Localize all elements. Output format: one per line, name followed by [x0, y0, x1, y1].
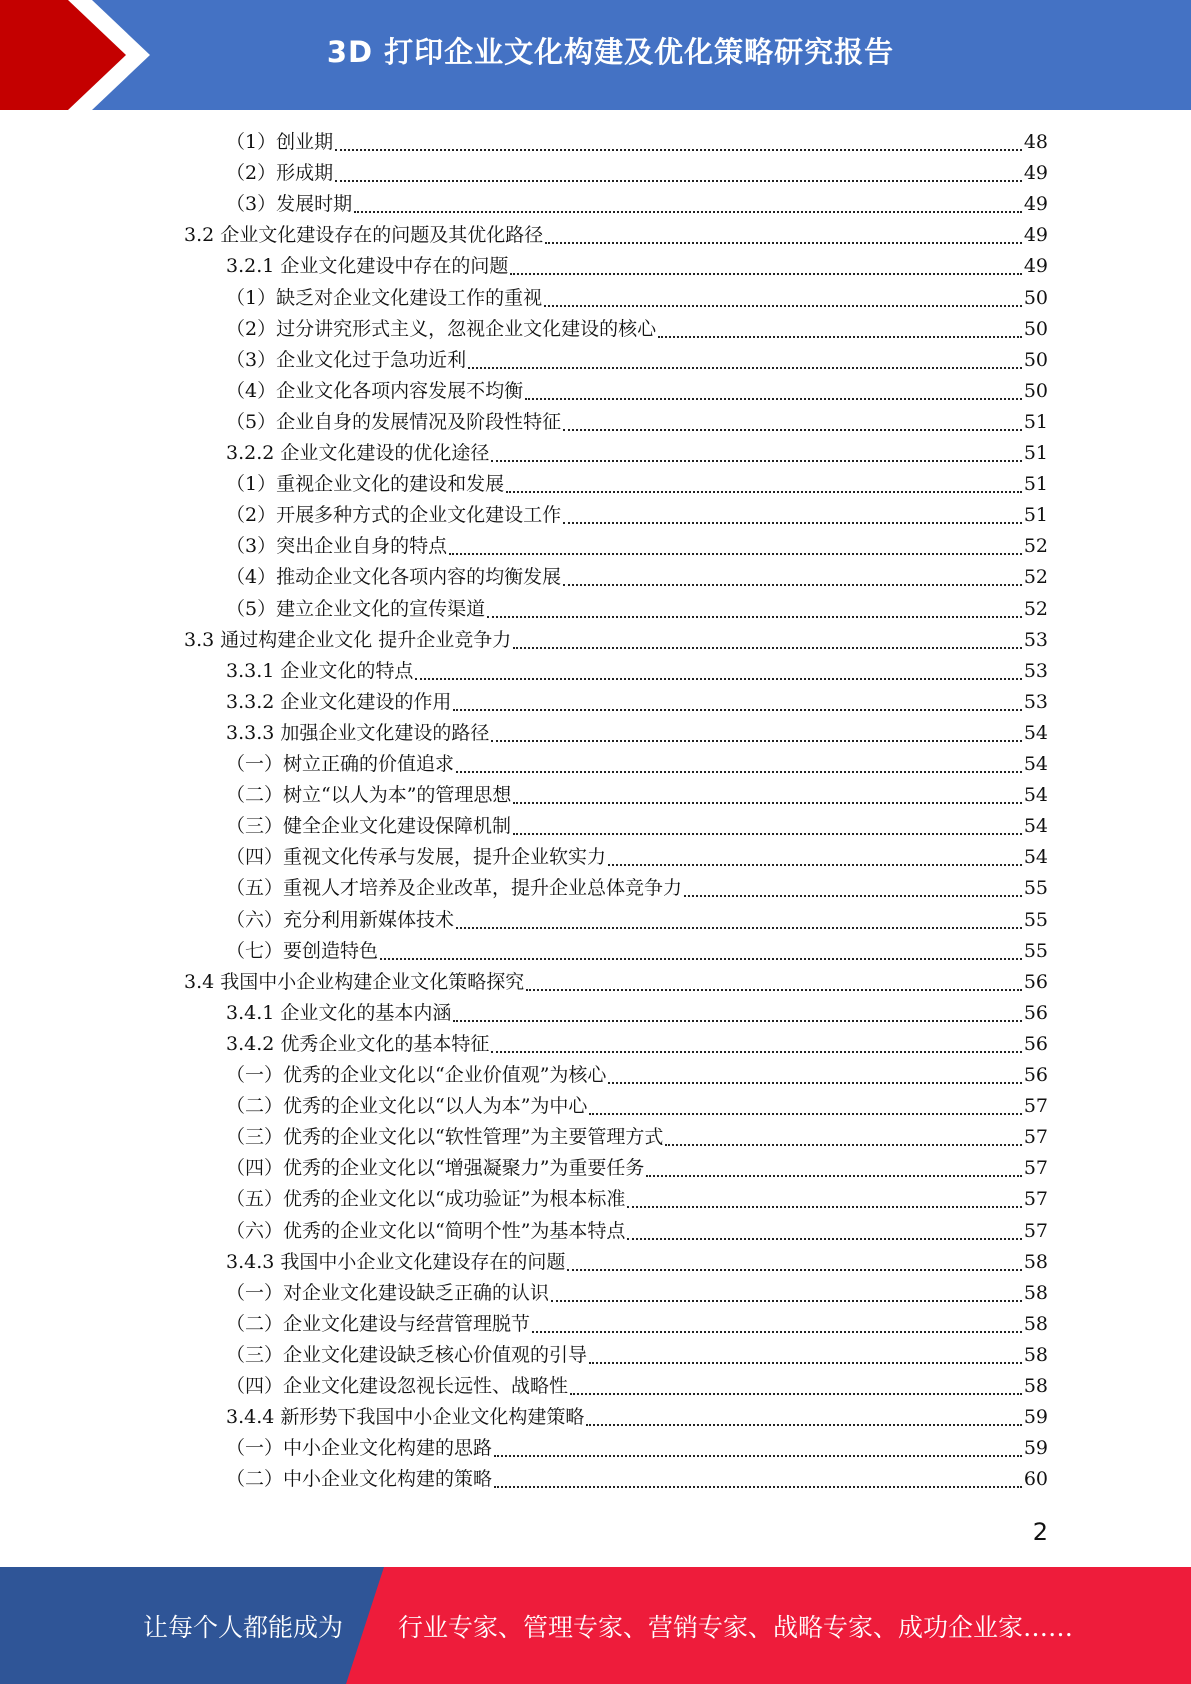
toc-entry-title: （二）树立“以人为本”的管理思想	[226, 784, 512, 807]
toc-entry[interactable]	[226, 1247, 1048, 1278]
toc-entry[interactable]	[226, 500, 1048, 531]
toc-entry-page: 52	[1023, 535, 1048, 558]
toc-entry-page: 52	[1023, 597, 1048, 620]
toc-dot-leader	[335, 179, 1022, 182]
toc-entry-page: 50	[1023, 379, 1048, 402]
toc-entry-page: 53	[1023, 690, 1048, 713]
toc-dot-leader	[415, 677, 1021, 680]
toc-dot-leader	[570, 1392, 1022, 1395]
toc-entry-title: （二）优秀的企业文化以“以人为本”为中心	[226, 1095, 588, 1118]
toc-entry-page: 55	[1023, 939, 1048, 962]
toc-entry-title: （一）对企业文化建设缺乏正确的认识	[226, 1281, 550, 1304]
toc-dot-leader	[627, 1237, 1021, 1240]
toc-entry[interactable]	[226, 1340, 1048, 1371]
toc-dot-leader	[545, 241, 1022, 244]
toc-entry-page: 55	[1023, 908, 1048, 931]
toc-entry[interactable]	[184, 220, 1048, 251]
toc-dot-leader	[665, 1143, 1021, 1146]
toc-entry-title: （四）优秀的企业文化以“增强凝聚力”为重要任务	[226, 1157, 645, 1180]
toc-dot-leader	[525, 397, 1022, 400]
document-title: 3D 打印企业文化构建及优化策略研究报告	[326, 34, 895, 69]
toc-entry-title: 3.3.1 企业文化的特点	[226, 659, 414, 682]
toc-entry-page: 50	[1023, 286, 1048, 309]
toc-dot-leader	[586, 1423, 1021, 1426]
toc-entry-title: （二）企业文化建设与经营管理脱节	[226, 1312, 531, 1335]
toc-dot-leader	[491, 1050, 1021, 1053]
toc-entry-title: （一）树立正确的价值追求	[226, 753, 455, 775]
toc-dot-leader	[513, 832, 1022, 835]
toc-entry-title: （三）健全企业文化建设保障机制	[226, 815, 512, 838]
toc-entry-page: 60	[1023, 1468, 1048, 1491]
toc-entry[interactable]	[226, 1122, 1048, 1153]
toc-entry-page: 56	[1023, 1032, 1048, 1055]
toc-dot-leader	[335, 148, 1022, 151]
toc-entry-page: 58	[1023, 1250, 1048, 1273]
footer-slogan-right: 行业专家、管理专家、营销专家、战略专家、成功企业家……	[398, 1612, 1074, 1642]
toc-entry-page: 55	[1023, 877, 1048, 900]
toc-entry-title: （3）发展时期	[226, 193, 353, 216]
toc-dot-leader	[354, 210, 1022, 213]
toc-entry-title: （七）要创造特色	[226, 939, 379, 962]
toc-entry-title: （2）形成期	[226, 162, 334, 185]
toc-entry-title: （4）推动企业文化各项内容的均衡发展	[226, 566, 562, 589]
toc-entry[interactable]	[226, 842, 1048, 873]
toc-entry[interactable]	[226, 1464, 1048, 1495]
toc-entry[interactable]	[226, 283, 1048, 314]
toc-entry-page: 54	[1023, 815, 1048, 838]
toc-entry[interactable]	[226, 780, 1048, 811]
toc-entry-title: （2）开展多种方式的企业文化建设工作	[226, 504, 562, 527]
toc-entry-title: （六）充分利用新媒体技术	[226, 908, 455, 931]
toc-entry-page: 51	[1023, 504, 1048, 527]
footer-slogan-left: 让每个人都能成为	[143, 1612, 344, 1642]
toc-entry-title: 3.4 我国中小企业构建企业文化策略探究	[184, 970, 525, 993]
toc-entry[interactable]	[226, 251, 1048, 282]
toc-dot-leader	[453, 708, 1021, 711]
toc-entry-title: （五）优秀的企业文化以“成功验证”为根本标准	[226, 1188, 626, 1211]
toc-entry-page: 56	[1023, 970, 1048, 993]
toc-entry[interactable]	[226, 189, 1048, 220]
toc-entry-title: （一）中小企业文化构建的思路	[226, 1437, 493, 1460]
toc-entry[interactable]	[226, 1278, 1048, 1309]
toc-dot-leader	[468, 366, 1022, 369]
toc-entry-page: 57	[1023, 1095, 1048, 1118]
toc-dot-leader	[563, 521, 1022, 524]
toc-entry-page: 57	[1023, 1157, 1048, 1180]
toc-entry-title: 3.3.3 加强企业文化建设的路径	[226, 721, 490, 744]
toc-entry-title: 3.3.2 企业文化建设的作用	[226, 690, 452, 713]
toc-entry-title: （五）重视人才培养及企业改革，提升企业总体竞争力	[226, 877, 683, 900]
toc-entry[interactable]	[226, 718, 1048, 749]
toc-entry[interactable]	[226, 158, 1048, 189]
toc-dot-leader	[532, 1330, 1022, 1333]
toc-entry[interactable]	[226, 531, 1048, 562]
toc-dot-leader	[494, 1485, 1022, 1488]
toc-entry-page: 48	[1023, 131, 1048, 153]
toc-dot-leader	[589, 1112, 1021, 1115]
toc-dot-leader	[487, 615, 1022, 618]
toc-entry[interactable]	[226, 873, 1048, 904]
toc-entry-title: （3）企业文化过于急功近利	[226, 348, 467, 371]
toc-entry-title: （1）创业期	[226, 131, 334, 153]
toc-entry-page: 54	[1023, 721, 1048, 744]
toc-dot-leader	[380, 957, 1022, 960]
toc-entry-page: 54	[1023, 784, 1048, 807]
toc-entry-page: 58	[1023, 1375, 1048, 1397]
toc-entry[interactable]	[226, 905, 1048, 936]
toc-entry-page: 59	[1023, 1437, 1048, 1460]
toc-entry-title: （5）企业自身的发展情况及阶段性特征	[226, 410, 562, 433]
toc-entry-title: （5）建立企业文化的宣传渠道	[226, 597, 486, 620]
toc-entry[interactable]	[226, 687, 1048, 718]
toc-entry-page: 51	[1023, 442, 1048, 464]
toc-entry-title: 3.4.4 新形势下我国中小企业文化构建策略	[226, 1406, 585, 1429]
toc-dot-leader	[544, 304, 1022, 307]
toc-entry[interactable]	[226, 1029, 1048, 1060]
toc-entry-title: 3.2.2 企业文化建设的优化途径	[226, 442, 490, 464]
toc-entry-title: （三）企业文化建设缺乏核心价值观的引导	[226, 1343, 588, 1366]
toc-entry[interactable]	[184, 625, 1048, 656]
toc-entry-page: 57	[1023, 1219, 1048, 1242]
toc-entry-title: （4）企业文化各项内容发展不均衡	[226, 379, 524, 402]
toc-dot-leader	[453, 1019, 1021, 1022]
toc-dot-leader	[658, 335, 1022, 338]
toc-entry[interactable]	[226, 1402, 1048, 1433]
toc-entry-title: （六）优秀的企业文化以“简明个性”为基本特点	[226, 1219, 626, 1242]
toc-entry-title: 3.4.3 我国中小企业文化建设存在的问题	[226, 1250, 566, 1273]
page-number: 2	[1032, 1518, 1048, 1546]
toc-entry-title: （四）企业文化建设忽视长远性、战略性	[226, 1375, 569, 1397]
toc-entry[interactable]	[226, 1309, 1048, 1340]
toc-entry-page: 58	[1023, 1343, 1048, 1366]
toc-dot-leader	[491, 459, 1021, 462]
toc-dot-leader	[510, 272, 1021, 275]
toc-dot-leader	[608, 1081, 1021, 1084]
toc-entry-page: 57	[1023, 1188, 1048, 1211]
toc-entry[interactable]	[226, 376, 1048, 407]
toc-entry-page: 49	[1023, 162, 1048, 185]
page-footer	[0, 1567, 1191, 1684]
toc-entry[interactable]	[226, 998, 1048, 1029]
toc-entry-page: 51	[1023, 410, 1048, 433]
toc-dot-leader	[589, 1361, 1022, 1364]
toc-entry-title: （二）中小企业文化构建的策略	[226, 1468, 493, 1491]
toc-entry[interactable]	[226, 594, 1048, 625]
toc-entry-title: （三）优秀的企业文化以“软性管理”为主要管理方式	[226, 1126, 664, 1149]
toc-entry-page: 54	[1023, 753, 1048, 775]
toc-dot-leader	[456, 770, 1022, 773]
toc-entry[interactable]	[226, 1060, 1048, 1091]
toc-dot-leader	[449, 552, 1022, 555]
toc-entry[interactable]	[226, 1216, 1048, 1247]
toc-dot-leader	[551, 1299, 1022, 1302]
toc-entry-page: 56	[1023, 1001, 1048, 1024]
toc-dot-leader	[513, 646, 1022, 649]
toc-dot-leader	[506, 490, 1022, 493]
toc-entry-page: 49	[1023, 224, 1048, 247]
toc-dot-leader	[646, 1174, 1021, 1177]
toc-entry-page: 51	[1023, 473, 1048, 496]
toc-entry-title: 3.2 企业文化建设存在的问题及其优化路径	[184, 224, 544, 247]
toc-entry[interactable]	[226, 749, 1048, 780]
toc-entry-page: 59	[1023, 1406, 1048, 1429]
toc-entry[interactable]	[184, 967, 1048, 998]
toc-entry[interactable]	[226, 127, 1048, 158]
toc-entry-page: 56	[1023, 1064, 1048, 1086]
toc-dot-leader	[513, 801, 1021, 804]
toc-entry-title: （四）重视文化传承与发展，提升企业软实力	[226, 846, 607, 869]
toc-entry[interactable]	[226, 1371, 1048, 1402]
toc-dot-leader	[491, 739, 1021, 742]
toc-entry-page: 58	[1023, 1312, 1048, 1335]
toc-dot-leader	[563, 583, 1022, 586]
toc-entry-page: 49	[1023, 193, 1048, 216]
toc-entry-page: 58	[1023, 1281, 1048, 1304]
toc-entry[interactable]	[226, 1184, 1048, 1215]
toc-entry[interactable]	[226, 1433, 1048, 1464]
toc-entry-page: 50	[1023, 317, 1048, 340]
toc-entry[interactable]	[226, 936, 1048, 967]
toc-dot-leader	[627, 1205, 1021, 1208]
toc-entry-title: 3.3 通过构建企业文化 提升企业竞争力	[184, 628, 512, 651]
toc-entry[interactable]	[226, 407, 1048, 438]
toc-entry[interactable]	[226, 1153, 1048, 1184]
toc-dot-leader	[494, 1454, 1022, 1457]
toc-entry-page: 49	[1023, 255, 1048, 278]
toc-dot-leader	[684, 894, 1022, 897]
toc-dot-leader	[526, 988, 1022, 991]
toc-entry-title: （一）优秀的企业文化以“企业价值观”为核心	[226, 1064, 607, 1086]
toc-entry[interactable]	[226, 1091, 1048, 1122]
toc-entry-page: 53	[1023, 628, 1048, 651]
toc-entry[interactable]	[226, 811, 1048, 842]
toc-entry-title: （2）过分讲究形式主义，忽视企业文化建设的核心	[226, 317, 657, 340]
toc-entry-title: 3.2.1 企业文化建设中存在的问题	[226, 255, 509, 278]
toc-entry-page: 52	[1023, 566, 1048, 589]
toc-entry-page: 50	[1023, 348, 1048, 371]
toc-entry-title: （3）突出企业自身的特点	[226, 535, 448, 558]
toc-entry[interactable]	[226, 345, 1048, 376]
toc-entry[interactable]	[226, 469, 1048, 500]
toc-dot-leader	[608, 863, 1022, 866]
toc-entry[interactable]	[226, 314, 1048, 345]
toc-entry-title: （1）缺乏对企业文化建设工作的重视	[226, 286, 543, 309]
toc-entry-title: 3.4.1 企业文化的基本内涵	[226, 1001, 452, 1024]
toc-entry[interactable]	[226, 562, 1048, 593]
toc-dot-leader	[456, 926, 1022, 929]
toc-entry[interactable]	[226, 438, 1048, 469]
toc-entry-page: 57	[1023, 1126, 1048, 1149]
toc-entry-page: 54	[1023, 846, 1048, 869]
toc-dot-leader	[567, 1268, 1021, 1271]
page-header	[0, 0, 1191, 110]
toc-entry[interactable]	[226, 656, 1048, 687]
toc-entry-page: 53	[1023, 659, 1048, 682]
toc-dot-leader	[563, 428, 1022, 431]
toc-entry-title: 3.4.2 优秀企业文化的基本特征	[226, 1032, 490, 1055]
toc-entry-title: （1）重视企业文化的建设和发展	[226, 473, 505, 496]
